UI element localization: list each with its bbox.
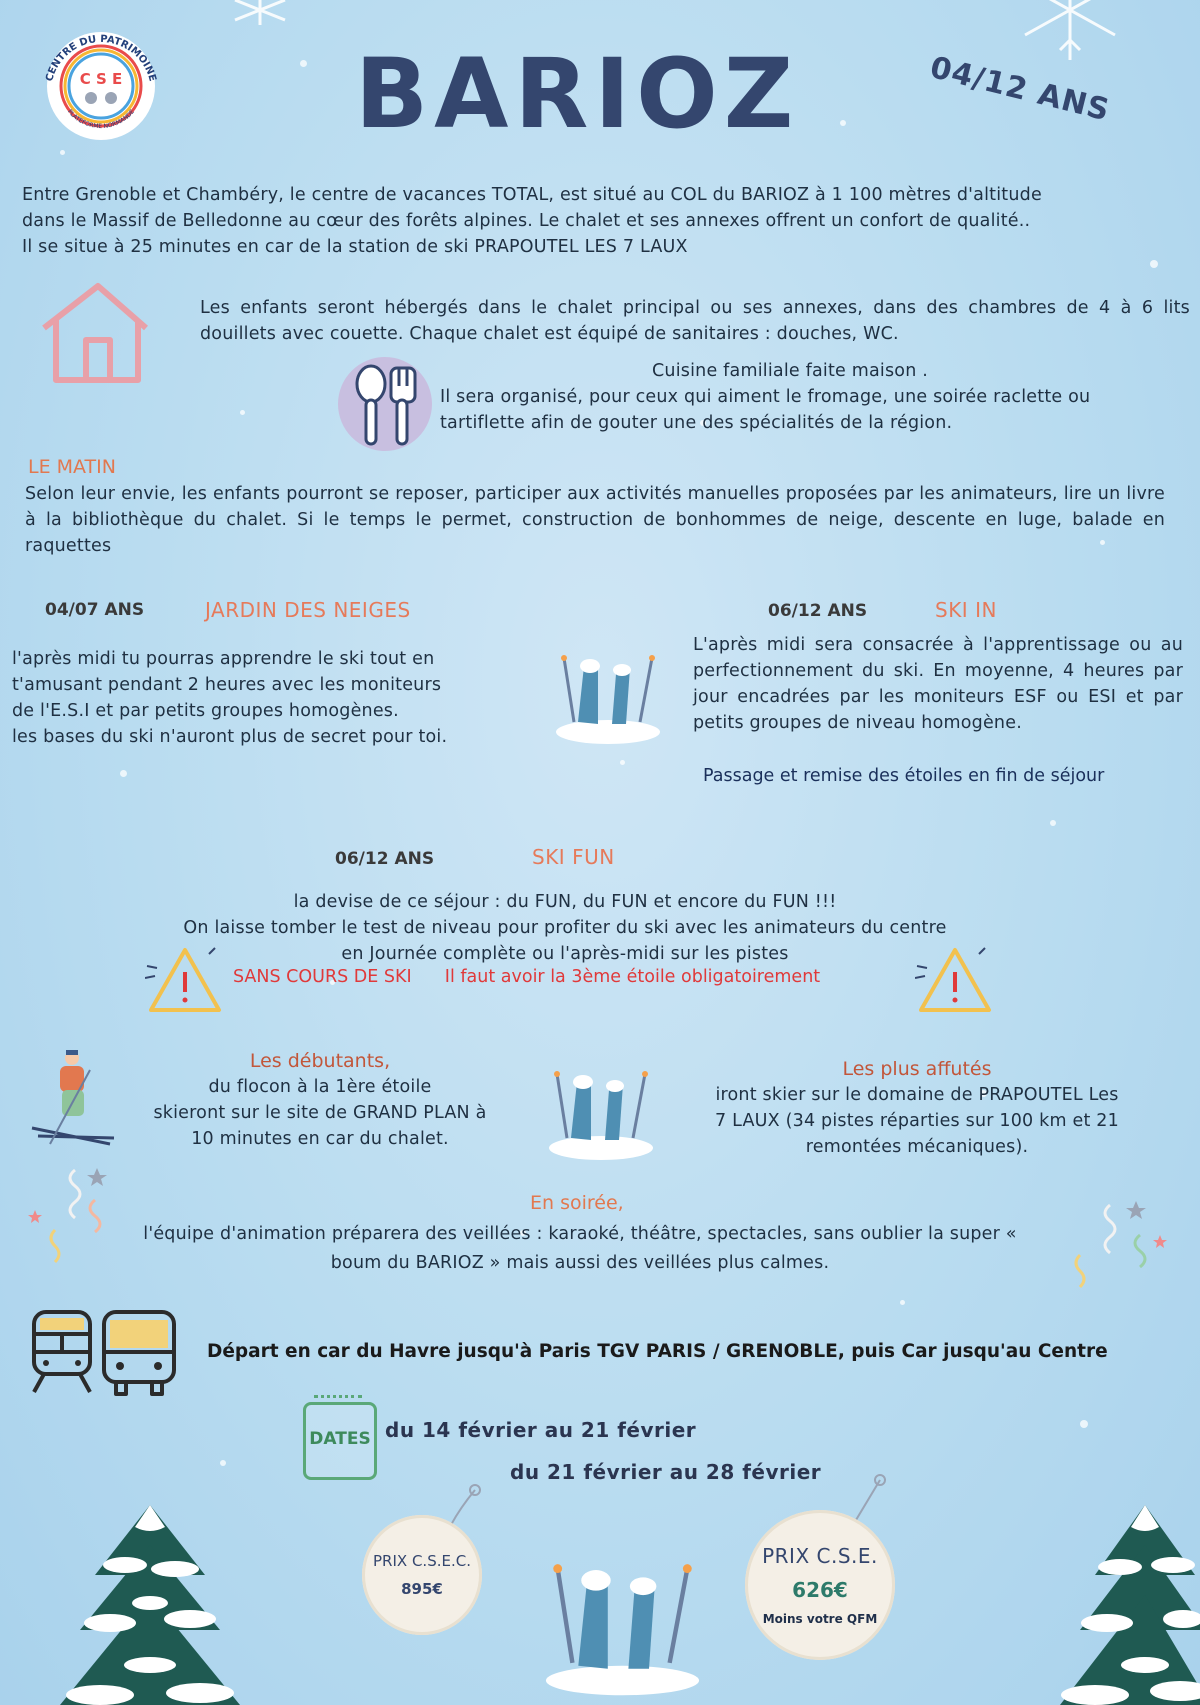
advanced-title: Les plus affutés (842, 1058, 992, 1080)
tree-icon (1035, 1505, 1200, 1705)
cutlery-icon (335, 354, 435, 454)
price-cse-value: 626€ (792, 1578, 848, 1602)
logo-arc-text: CENTRE DU PATRIMOINE (44, 33, 158, 83)
beginners-line: du flocon à la 1ère étoile (208, 1077, 432, 1097)
warning-icon (915, 944, 995, 1016)
ski-fun-line: la devise de ce séjour : du FUN, du FUN et encore du FUN !!! (293, 892, 837, 912)
house-icon (38, 278, 153, 388)
dates-calendar-icon (303, 1402, 377, 1480)
food-paragraph: Il sera organisé, pour ceux qui aiment le fromage, une soirée raclette ou tartiflette afin de gouter une des spécialités de la région. (440, 387, 1091, 433)
age-range-badge: 04/12 ANS (926, 50, 1114, 129)
advanced-line: remontées mécaniques). (805, 1137, 1029, 1157)
ski-fun-ages: 06/12 ANS (335, 849, 435, 869)
ski-fun-line: en Journée complète ou l'après-midi sur les pistes (341, 944, 789, 964)
ski-in-title: SKI IN (935, 598, 997, 622)
evening-title: En soirée, (530, 1192, 624, 1214)
beginners-line: 10 minutes en car du chalet. (191, 1129, 449, 1149)
ski-in-paragraph: L'après midi sera consacrée à l'apprentissage ou au perfectionnement du ski. En moyenne, 4 heures par jour encadrées par les moniteurs ESF ou ESI et par petits groupes de niveau homogène. (693, 635, 1183, 733)
jardin-line: t'amusant pendant 2 heures avec les moniteurs (12, 675, 442, 695)
warning-icon (145, 944, 225, 1016)
jardin-line: l'après midi tu pourras apprendre le ski tout en (12, 649, 435, 669)
intro-paragraph (22, 182, 1187, 260)
logo-initials: C S E (79, 70, 123, 88)
jardin-line: de l'E.S.I et par petits groupes homogènes. (12, 701, 399, 721)
snowflake-icon (995, 0, 1145, 70)
ski-in-note: Passage et remise des étoiles en fin de séjour (703, 766, 1105, 786)
jardin-paragraph (12, 646, 522, 750)
logo-bottom-text: PLATEFORME NORMANDE (65, 108, 137, 131)
advanced-line: 7 LAUX (34 pistes réparties sur 100 km et 21 (715, 1111, 1119, 1131)
date-range-1: du 14 février au 21 février (385, 1418, 697, 1442)
evening-line: boum du BARIOZ » mais aussi des veillées plus calmes. (330, 1253, 830, 1273)
skis-icon (545, 1068, 657, 1160)
price-cse-label: PRIX C.S.E. (762, 1544, 878, 1568)
evening-paragraph (50, 1220, 1110, 1278)
ski-fun-title: SKI FUN (532, 845, 615, 869)
warning-no-lessons: SANS COURS DE SKI (233, 967, 412, 987)
lodging-paragraph: Les enfants seront hébergés dans le chalet principal ou ses annexes, dans des chambres de 4 à 6 lits douillets avec couette. Chaque chalet est équipé de sanitaires : douches, WC. (200, 298, 1190, 344)
evening-line: l'équipe d'animation préparera des veillées : karaoké, théâtre, spectacles, sans oublier la super « (143, 1224, 1017, 1244)
price-csec-label: PRIX C.S.E.C. (373, 1552, 471, 1570)
skis-icon (552, 652, 664, 744)
beginners-title: Les débutants, (249, 1050, 391, 1072)
jardin-ages: 04/07 ANS (45, 600, 145, 620)
intro-line: Entre Grenoble et Chambéry, le centre de vacances TOTAL, est situé au COL du BARIOZ à 1 100 mètres d'altitude (22, 185, 1042, 205)
beginners-block (110, 1048, 530, 1152)
advanced-line: iront skier sur le domaine de PRAPOUTEL Les (715, 1085, 1119, 1105)
price-tag-csec (362, 1515, 482, 1635)
page-title: BARIOZ (355, 38, 800, 150)
ski-fun-line: On laisse tomber le test de niveau pour profiter du ski avec les animateurs du centre (183, 918, 947, 938)
intro-line: dans le Massif de Belledonne au cœur des forêts alpines. Le chalet et ses annexes offrent un confort de qualité.. (22, 211, 1031, 231)
dates-label: DATES (309, 1429, 371, 1449)
jardin-title: JARDIN DES NEIGES (205, 598, 411, 622)
morning-title: LE MATIN (28, 456, 116, 478)
train-icon (30, 1308, 95, 1398)
morning-paragraph: Selon leur envie, les enfants pourront se reposer, participer aux activités manuelles proposées par les animateurs, lire un livre à la bibliothèque du chalet. Si le temps le permet, construction de bonhommes de neige, descente en luge, balade en raquettes (25, 484, 1165, 556)
price-csec-value: 895€ (401, 1580, 443, 1598)
price-cse-note: Moins votre QFM (762, 1612, 878, 1626)
intro-line: Il se situe à 25 minutes en car de la station de ski PRAPOUTEL LES 7 LAUX (22, 237, 688, 257)
skier-icon (30, 1048, 115, 1148)
ski-fun-warning (233, 967, 820, 987)
beginners-line: skieront sur le site de GRAND PLAN à (153, 1103, 487, 1123)
ski-in-ages: 06/12 ANS (768, 601, 868, 621)
date-range-2: du 21 février au 28 février (510, 1460, 822, 1484)
price-tag-cse (745, 1510, 895, 1660)
warning-star-required: Il faut avoir la 3ème étoile obligatoirement (444, 967, 821, 987)
transport-text: Départ en car du Havre jusqu'à Paris TGV PARIS / GRENOBLE, puis Car jusqu'au Centre (207, 1341, 1108, 1362)
tree-icon (55, 1505, 245, 1705)
food-heading: Cuisine familiale faite maison . (652, 361, 929, 381)
jardin-line: les bases du ski n'auront plus de secret pour toi. (12, 727, 448, 747)
bus-icon (98, 1308, 180, 1398)
cse-logo (33, 22, 169, 140)
skis-icon (540, 1555, 705, 1700)
advanced-block (672, 1056, 1162, 1160)
snowflake-icon (220, 0, 300, 30)
